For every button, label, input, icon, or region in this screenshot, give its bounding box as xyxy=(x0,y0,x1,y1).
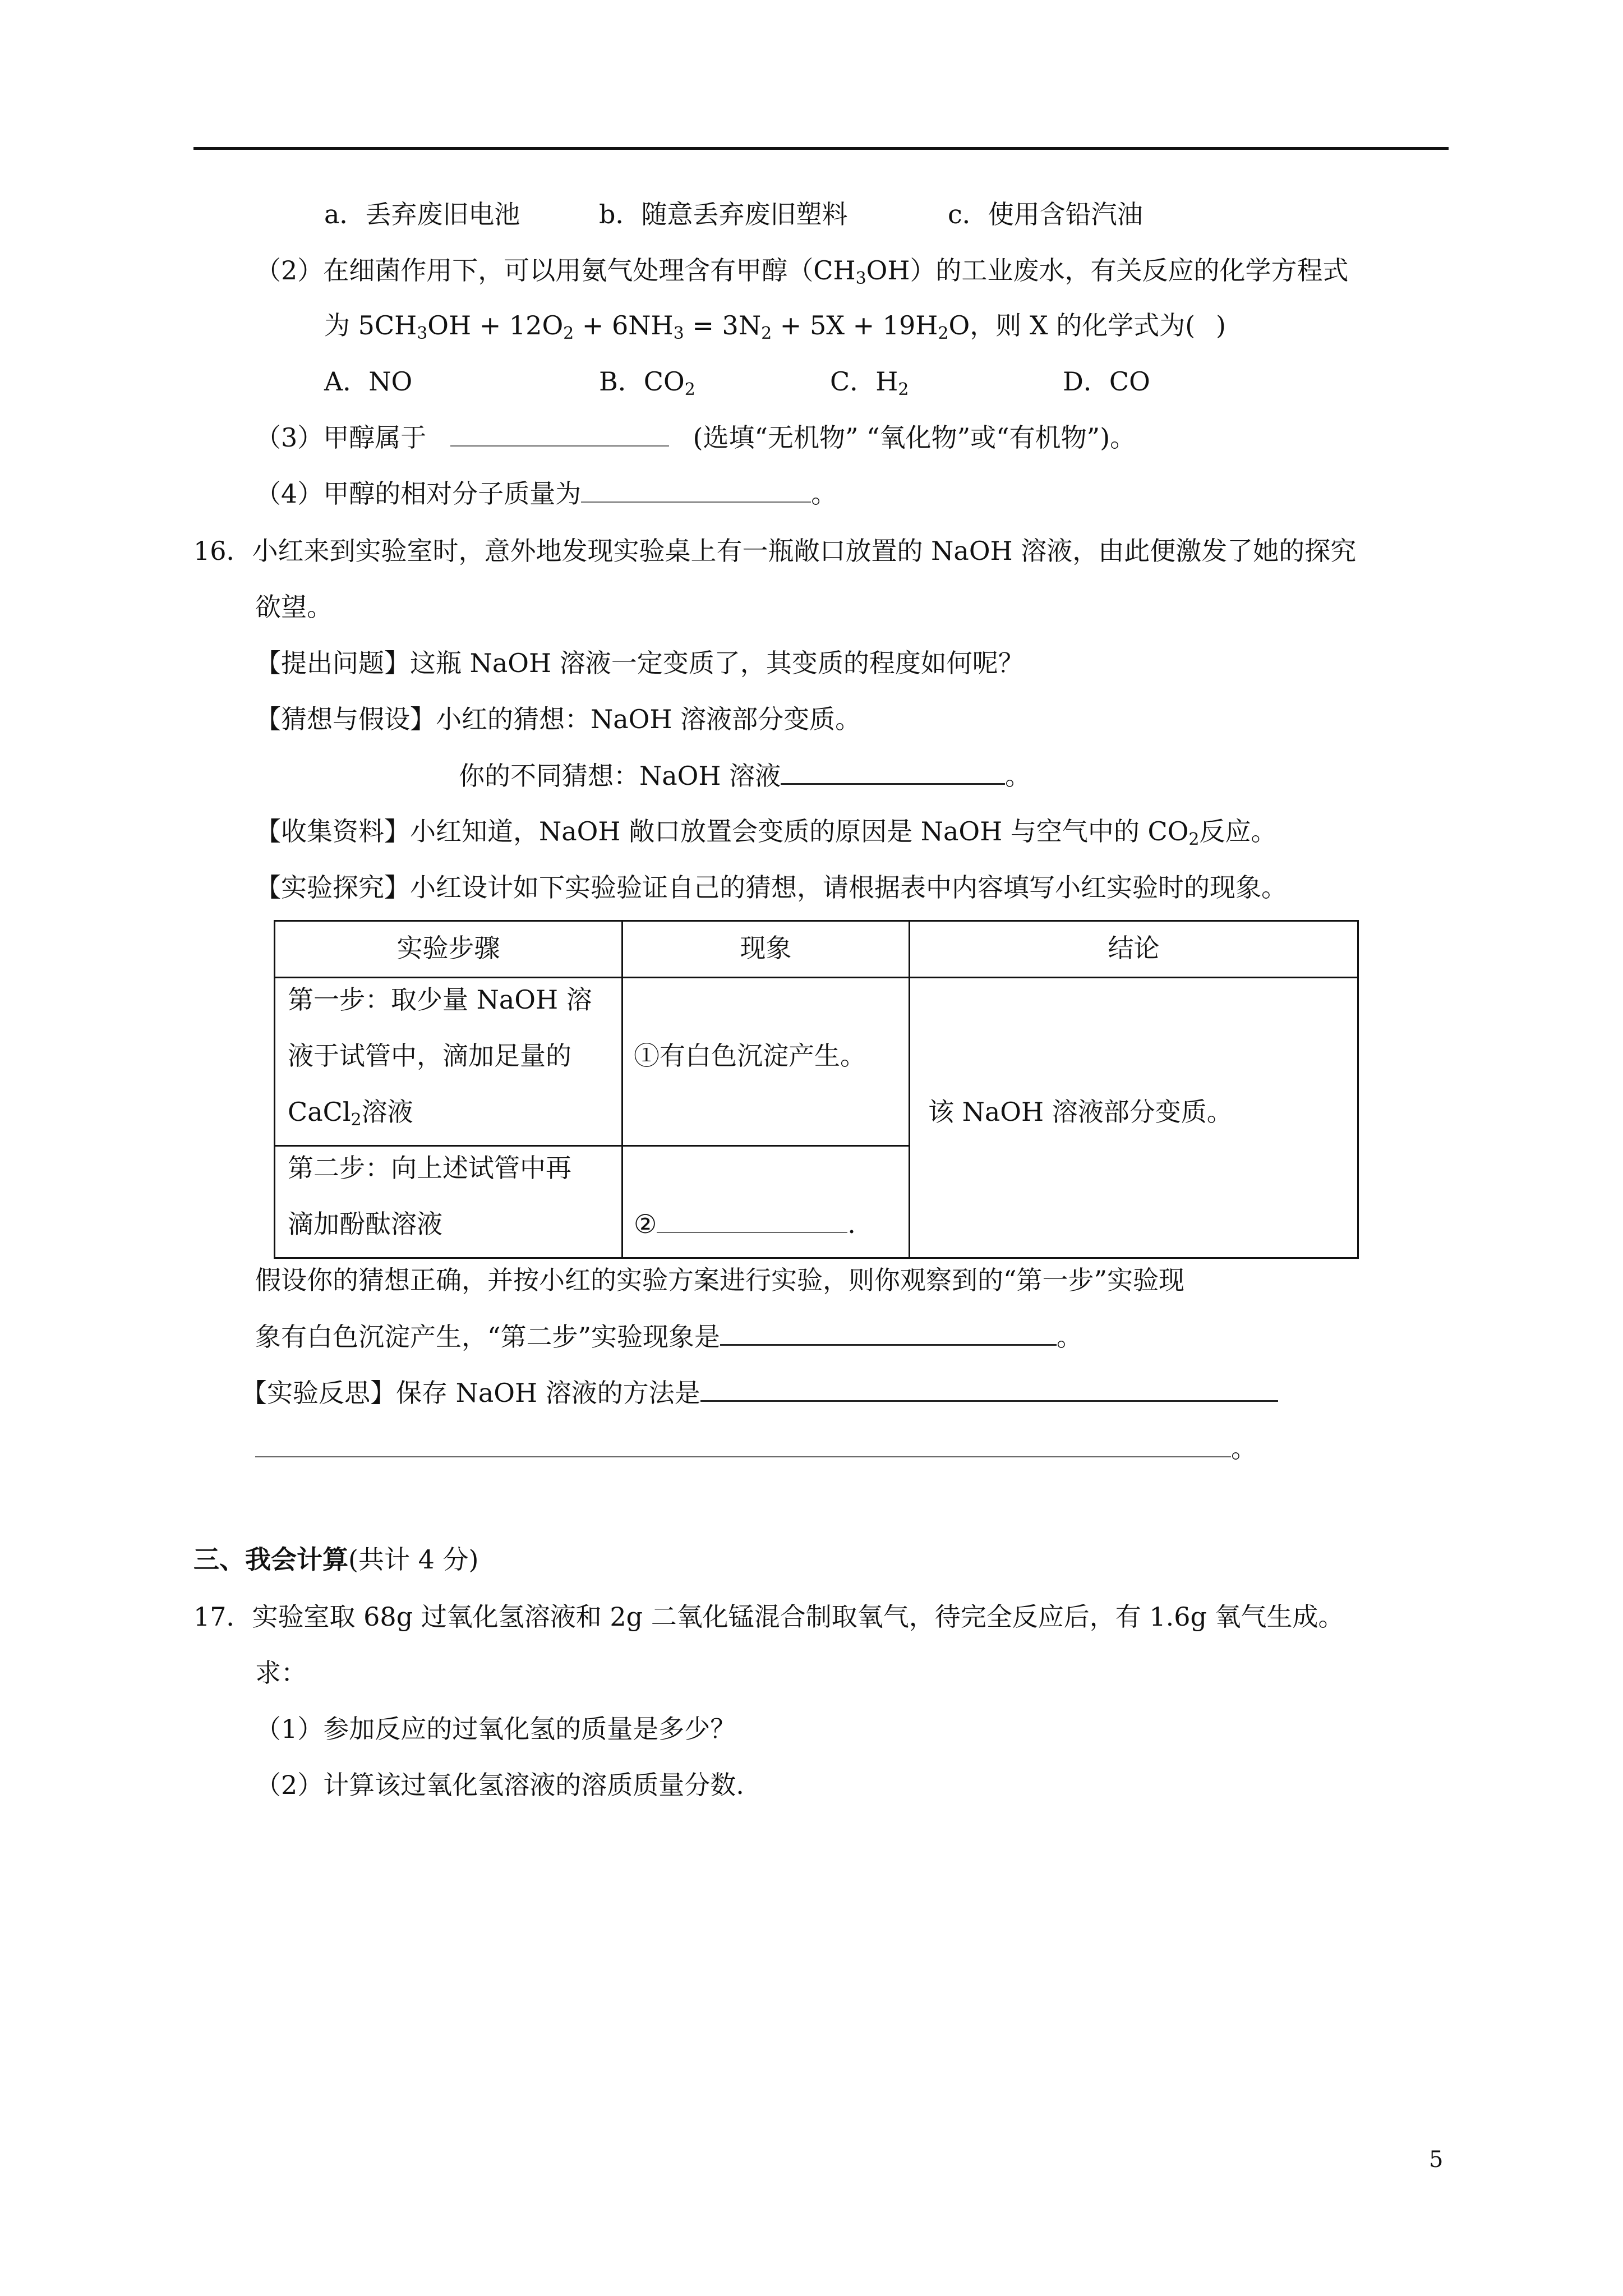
q16-reflect-line2: 。 xyxy=(255,1432,1257,1465)
table-phenomenon2: ② . xyxy=(634,1207,856,1241)
q15-option-b: b．随意丢弃废旧塑料 xyxy=(599,199,848,229)
q16-collect: 【收集资料】小红知道，NaOH 敞口放置会变质的原因是 NaOH 与空气中的 $CO_2$反应。 xyxy=(255,816,1277,849)
q16-intro-line2: 欲望。 xyxy=(255,592,333,622)
table-conclusion: 该 NaOH 溶液部分变质。 xyxy=(928,1097,1233,1127)
q15-part3: （3）甲醇属于 (选填“无机物” “氧化物”或“有机物”)。 xyxy=(255,421,1136,454)
q16-ask: 【提出问题】这瓶 NaOH 溶液一定变质了，其变质的程度如何呢？ xyxy=(255,648,1024,678)
q15-choice-d: D．CO xyxy=(1063,366,1150,397)
page-number: 5 xyxy=(1429,2147,1444,2173)
table-header-phenomenon: 现象 xyxy=(740,933,792,963)
table-step1-line1: 第一步：取少量 NaOH 溶 xyxy=(288,984,592,1015)
q16-assume-line2: 象有白色沉淀产生，“第二步”实验现象是 。 xyxy=(255,1319,1082,1354)
table-step2-line1: 第二步：向上述试管中再 xyxy=(288,1153,571,1183)
table-phenomenon1: ①有白色沉淀产生。 xyxy=(634,1041,866,1071)
q17-part2: （2）计算该过氧化氢溶液的溶质质量分数. xyxy=(255,1770,744,1800)
q16-guess: 【猜想与假设】小红的猜想：NaOH 溶液部分变质。 xyxy=(255,704,861,734)
q15-choice-a: A．NO xyxy=(324,366,413,397)
q15-option-c: c．使用含铅汽油 xyxy=(948,199,1143,229)
table-step1-line2: 液于试管中，滴加足量的 xyxy=(288,1041,571,1071)
q17-line2: 求： xyxy=(255,1658,307,1688)
q16-reflect-blank[interactable] xyxy=(700,1375,1278,1402)
q15-part2-line1: （2）在细菌作用下，可以用氨气处理含有甲醇$(CH_3OH)$的工业废水，有关反应的化学方程式 xyxy=(255,255,1349,288)
q15-option-a: a．丢弃废旧电池 xyxy=(324,199,520,229)
q16-assume-line1: 假设你的猜想正确，并按小红的实验方案进行实验，则你观察到的“第一步”实验现 xyxy=(255,1265,1185,1295)
q17-line1: 17．实验室取 68g 过氧化氢溶液和 2g 二氧化锰混合制取氧气，待完全反应后，有 1.6g 氧气生成。 xyxy=(193,1602,1344,1632)
q16-your-guess: 你的不同猜想：NaOH 溶液 。 xyxy=(459,758,1031,793)
table-header-conclusion: 结论 xyxy=(1108,933,1160,963)
header-rule xyxy=(193,147,1449,150)
section3-heading: 三、我会计算(共计 4 分) xyxy=(193,1544,479,1575)
q15-choice-c: C．$H_2$ xyxy=(830,366,909,399)
q17-part1: （1）参加反应的过氧化氢的质量是多少？ xyxy=(255,1714,736,1744)
q15-choice-b: B．$CO_2$ xyxy=(599,366,695,399)
table-phenomenon2-blank[interactable] xyxy=(657,1207,847,1233)
q16-assume-blank[interactable] xyxy=(720,1319,1057,1346)
q16-intro-line1: 16．小红来到实验室时，意外地发现实验桌上有一瓶敞口放置的 NaOH 溶液，由此便激发了她的探究 xyxy=(193,536,1357,566)
q15-part4: （4）甲醇的相对分子质量为 。 xyxy=(255,477,837,510)
q16-reflect: 【实验反思】保存 NaOH 溶液的方法是 xyxy=(241,1375,1278,1410)
q16-your-guess-blank[interactable] xyxy=(781,758,1005,785)
table-step1-line3: CaCl$_2$溶液 xyxy=(288,1097,413,1130)
table-header-step: 实验步骤 xyxy=(396,933,500,963)
q16-reflect-blank2[interactable] xyxy=(255,1432,1231,1457)
table-step2-line2: 滴加酚酞溶液 xyxy=(288,1209,442,1239)
q15-part4-blank[interactable] xyxy=(581,477,811,503)
q15-part3-blank[interactable] xyxy=(450,421,669,447)
q16-explore: 【实验探究】小红设计如下实验验证自己的猜想，请根据表中内容填写小红实验时的现象。 xyxy=(255,872,1287,903)
q15-equation: 为 $5CH_3OH + 12O_2 + 6NH_3 = 3N_2 + 5X + 19H_2O$，则 X 的化学式为( xyxy=(324,310,1196,343)
q15-equation-close: ) xyxy=(1216,310,1226,341)
